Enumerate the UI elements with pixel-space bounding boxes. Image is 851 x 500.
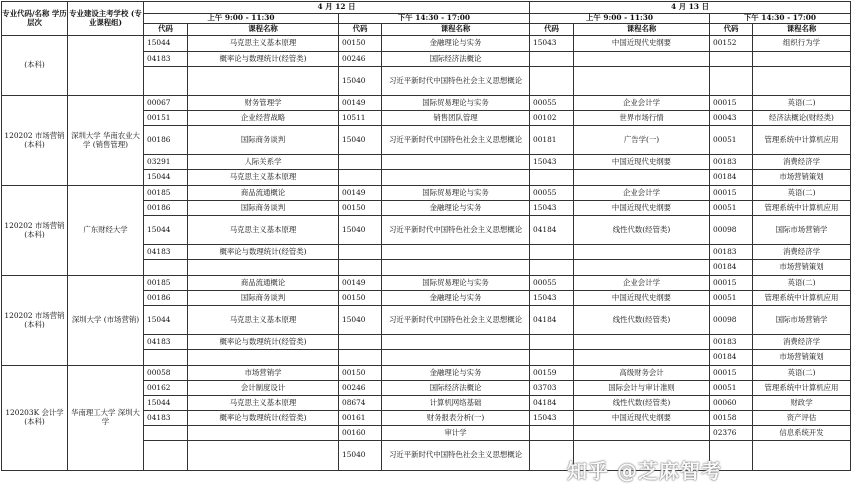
course-name-cell: 消费经济学 [753,335,851,350]
header-course: 课程名称 [188,24,339,36]
course-name-cell: 线性代数(经管类) [574,306,710,335]
course-name-cell [574,335,710,350]
header-code: 代码 [339,24,382,36]
major-cell: 120203K 会计学 (本科) [2,366,68,471]
course-name-cell: 金融理论与实务 [382,291,530,306]
course-name-cell [574,260,710,276]
course-code-cell: 15043 [530,411,574,426]
school-cell: 广东财经大学 [68,186,144,276]
header-day2-am: 上午 9:00 - 11:30 [530,14,710,24]
course-name-cell: 习近平新时代中国特色社会主义思想概论 [382,126,530,155]
course-name-cell: 习近平新时代中国特色社会主义思想概论 [382,216,530,245]
course-code-cell: 00058 [144,366,188,381]
course-name-cell: 企业会计学 [574,186,710,201]
course-name-cell [574,52,710,67]
course-name-cell: 企业会计学 [574,276,710,291]
course-code-cell: 00185 [144,276,188,291]
course-code-cell: 00183 [710,335,753,350]
course-code-cell: 00184 [710,350,753,366]
course-code-cell: 04184 [530,306,574,335]
header-code: 代码 [530,24,574,36]
course-name-cell: 国际贸易理论与实务 [382,96,530,111]
course-code-cell [339,170,382,186]
course-name-cell: 会计制度设计 [188,381,339,396]
course-code-cell: 15040 [339,216,382,245]
course-code-cell [530,67,574,96]
course-name-cell: 管理系统中计算机应用 [753,126,851,155]
course-name-cell [753,441,851,471]
course-code-cell: 15040 [339,306,382,335]
course-name-cell: 中国近现代史纲要 [574,36,710,52]
course-code-cell [530,350,574,366]
school-cell: 华南理工大学 深圳大学 [68,366,144,471]
course-code-cell: 00183 [710,245,753,260]
course-name-cell: 金融理论与实务 [382,201,530,216]
course-code-cell: 03291 [144,155,188,170]
course-name-cell: 企业经营战略 [188,111,339,126]
course-name-cell: 市场营销学 [188,366,339,381]
course-code-cell: 00015 [710,276,753,291]
course-code-cell: 08674 [339,396,382,411]
header-code: 代码 [710,24,753,36]
course-code-cell [710,52,753,67]
course-code-cell: 04183 [144,411,188,426]
course-name-cell [188,67,339,96]
course-code-cell: 00055 [530,186,574,201]
course-code-cell: 00150 [339,201,382,216]
course-name-cell [382,155,530,170]
course-name-cell: 习近平新时代中国特色社会主义思想概论 [382,306,530,335]
major-cell: (本科) [2,36,68,96]
school-cell: 深圳大学 (市场营销) [68,276,144,366]
course-name-cell: 国际经济法概论 [382,381,530,396]
course-code-cell: 15040 [339,67,382,96]
course-code-cell [530,245,574,260]
course-code-cell: 15044 [144,216,188,245]
course-code-cell: 00158 [710,411,753,426]
course-name-cell: 概率论与数理统计(经管类) [188,245,339,260]
table-row [2,366,851,381]
course-code-cell [339,155,382,170]
course-code-cell [530,170,574,186]
course-name-cell: 中国近现代史纲要 [574,155,710,170]
course-code-cell: 04183 [144,335,188,350]
course-code-cell: 00185 [144,186,188,201]
course-name-cell: 审计学 [382,426,530,441]
course-name-cell: 国际贸易理论与实务 [382,186,530,201]
watermark: 知乎 @芝麻智考 [567,459,722,483]
course-code-cell: 00150 [339,366,382,381]
course-name-cell [753,67,851,96]
course-name-cell [382,350,530,366]
course-code-cell: 00150 [339,291,382,306]
course-code-cell: 00186 [144,291,188,306]
header-day1-pm: 下午 14:30 - 17:00 [339,14,530,24]
course-name-cell: 管理系统中计算机应用 [753,291,851,306]
course-name-cell: 管理系统中计算机应用 [753,201,851,216]
course-name-cell: 马克思主义基本原理 [188,396,339,411]
course-code-cell [144,67,188,96]
course-code-cell [339,350,382,366]
course-code-cell: 00161 [339,411,382,426]
course-name-cell: 市场营销策划 [753,350,851,366]
course-name-cell: 高级财务会计 [574,366,710,381]
course-code-cell: 04183 [144,52,188,67]
course-name-cell: 中国近现代史纲要 [574,201,710,216]
school-cell: 深圳大学 华南农业大学 (销售管理) [68,96,144,186]
course-code-cell [339,245,382,260]
course-name-cell [753,52,851,67]
course-name-cell: 马克思主义基本原理 [188,170,339,186]
header-day1: 4 月 12 日 [144,2,530,14]
course-name-cell [574,170,710,186]
course-name-cell: 概率论与数理统计(经管类) [188,52,339,67]
course-name-cell: 市场营销策划 [753,260,851,276]
course-code-cell: 00160 [339,426,382,441]
course-name-cell: 企业会计学 [574,96,710,111]
course-name-cell: 英语(二) [753,276,851,291]
course-code-cell: 00246 [339,52,382,67]
course-name-cell: 马克思主义基本原理 [188,216,339,245]
course-code-cell: 00043 [710,111,753,126]
course-code-cell [144,441,188,471]
course-code-cell: 15044 [144,396,188,411]
course-name-cell [188,441,339,471]
course-code-cell: 15043 [530,36,574,52]
course-code-cell: 04184 [530,396,574,411]
course-name-cell: 计算机网络基础 [382,396,530,411]
course-code-cell: 00150 [339,36,382,52]
course-name-cell: 中国近现代史纲要 [574,291,710,306]
course-code-cell: 00051 [710,291,753,306]
header-code: 代码 [144,24,188,36]
course-name-cell: 马克思主义基本原理 [188,306,339,335]
course-name-cell: 中国近现代史纲要 [574,411,710,426]
course-code-cell: 00186 [144,201,188,216]
course-code-cell: 00184 [710,170,753,186]
course-code-cell [339,260,382,276]
course-code-cell: 00015 [710,96,753,111]
course-name-cell: 国际会计与审计准则 [574,381,710,396]
course-name-cell: 国际商务谈判 [188,201,339,216]
course-code-cell: 15044 [144,36,188,52]
course-name-cell: 信息系统开发 [753,426,851,441]
course-name-cell: 习近平新时代中国特色社会主义思想概论 [382,441,530,471]
course-code-cell: 00015 [710,186,753,201]
course-name-cell: 国际经济法概论 [382,52,530,67]
course-code-cell: 00149 [339,276,382,291]
course-code-cell: 00151 [144,111,188,126]
course-name-cell: 市场营销策划 [753,170,851,186]
course-code-cell [710,67,753,96]
course-name-cell: 习近平新时代中国特色社会主义思想概论 [382,67,530,96]
course-name-cell: 英语(二) [753,366,851,381]
course-name-cell [574,245,710,260]
course-name-cell: 消费经济学 [753,155,851,170]
course-name-cell: 组织行为学 [753,36,851,52]
course-code-cell: 00051 [710,201,753,216]
course-code-cell: 00051 [710,126,753,155]
school-cell [68,36,144,96]
header-day2: 4 月 13 日 [530,2,851,14]
course-code-cell: 04184 [530,216,574,245]
course-code-cell: 00183 [710,155,753,170]
course-code-cell [530,260,574,276]
course-code-cell: 00055 [530,96,574,111]
course-name-cell: 国际市场营销学 [753,306,851,335]
course-name-cell: 消费经济学 [753,245,851,260]
course-code-cell: 00162 [144,381,188,396]
course-code-cell: 10511 [339,111,382,126]
course-code-cell: 00051 [710,381,753,396]
course-code-cell: 00098 [710,306,753,335]
course-code-cell: 00181 [530,126,574,155]
course-name-cell: 商品流通概论 [188,276,339,291]
course-code-cell: 04183 [144,245,188,260]
course-code-cell: 00067 [144,96,188,111]
course-name-cell [382,245,530,260]
header-day1-am: 上午 9:00 - 11:30 [144,14,339,24]
course-name-cell: 国际商务谈判 [188,291,339,306]
course-name-cell [382,260,530,276]
course-name-cell: 国际商务谈判 [188,126,339,155]
exam-schedule-table [1,1,851,471]
course-name-cell: 英语(二) [753,186,851,201]
header-day2-pm: 下午 14:30 - 17:00 [710,14,851,24]
header-major: 专业代码/名称 学历层次 [2,2,68,36]
course-code-cell [144,350,188,366]
course-name-cell: 资产评估 [753,411,851,426]
course-code-cell: 00186 [144,126,188,155]
table-row [2,96,851,111]
course-name-cell: 马克思主义基本原理 [188,36,339,52]
header-school: 专业建设主考学校 (专业课程组) [68,2,144,36]
course-name-cell [574,67,710,96]
course-code-cell: 00152 [710,36,753,52]
course-code-cell: 00055 [530,276,574,291]
course-code-cell: 00149 [339,186,382,201]
major-cell: 120202 市场营销 (本科) [2,186,68,276]
course-code-cell: 02376 [710,426,753,441]
course-name-cell: 财务管理学 [188,96,339,111]
course-code-cell: 15043 [530,155,574,170]
course-code-cell: 15040 [339,441,382,471]
course-code-cell: 00098 [710,216,753,245]
course-code-cell [530,335,574,350]
course-name-cell [188,426,339,441]
course-code-cell [530,52,574,67]
course-code-cell: 00159 [530,366,574,381]
course-code-cell: 15043 [530,201,574,216]
course-code-cell [144,426,188,441]
course-name-cell [382,335,530,350]
header-course: 课程名称 [753,24,851,36]
course-code-cell: 03703 [530,381,574,396]
course-code-cell: 00246 [339,381,382,396]
course-code-cell [339,335,382,350]
schedule-body [2,36,851,471]
major-cell: 120202 市场营销 (本科) [2,96,68,186]
course-name-cell: 概率论与数理统计(经管类) [188,335,339,350]
course-name-cell [188,350,339,366]
header-course: 课程名称 [574,24,710,36]
course-name-cell: 财政学 [753,396,851,411]
course-code-cell: 00015 [710,366,753,381]
course-name-cell: 线性代数(经管类) [574,396,710,411]
course-code-cell: 15044 [144,170,188,186]
table-row [2,36,851,52]
course-code-cell: 00149 [339,96,382,111]
course-name-cell: 金融理论与实务 [382,36,530,52]
course-name-cell: 广告学(一) [574,126,710,155]
course-code-cell [144,260,188,276]
header-course: 课程名称 [382,24,530,36]
course-name-cell: 国际市场营销学 [753,216,851,245]
course-name-cell [188,260,339,276]
course-name-cell: 英语(二) [753,96,851,111]
course-code-cell: 15044 [144,306,188,335]
course-name-cell [382,170,530,186]
course-name-cell: 世界市场行情 [574,111,710,126]
course-name-cell [574,350,710,366]
course-code-cell: 15040 [339,126,382,155]
table-row [2,276,851,291]
course-code-cell: 00102 [530,111,574,126]
course-name-cell [574,426,710,441]
course-code-cell: 00184 [710,260,753,276]
course-name-cell: 国际贸易理论与实务 [382,276,530,291]
major-cell: 120202 市场营销 (本科) [2,276,68,366]
course-name-cell: 销售团队管理 [382,111,530,126]
course-name-cell: 人际关系学 [188,155,339,170]
course-name-cell: 线性代数(经管类) [574,216,710,245]
course-name-cell: 财务报表分析(一) [382,411,530,426]
course-name-cell: 经济法概论(财经类) [753,111,851,126]
course-name-cell: 金融理论与实务 [382,366,530,381]
course-code-cell [530,426,574,441]
course-name-cell: 概率论与数理统计(经管类) [188,411,339,426]
course-name-cell: 管理系统中计算机应用 [753,381,851,396]
table-row [2,186,851,201]
course-code-cell: 00060 [710,396,753,411]
course-name-cell: 商品流通概论 [188,186,339,201]
course-code-cell: 15043 [530,291,574,306]
